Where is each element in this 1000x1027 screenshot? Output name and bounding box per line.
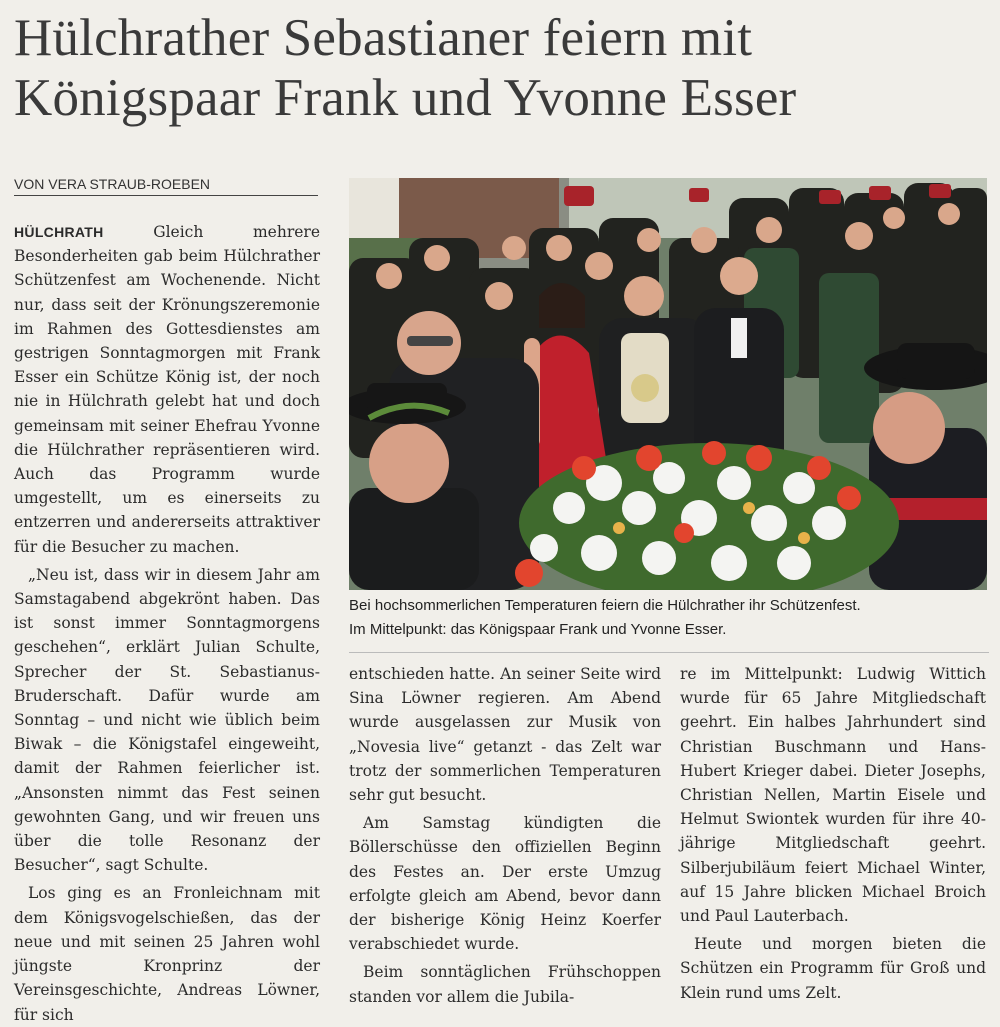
headline-line-1: Hülchrather Sebastianer feiern mit [14, 9, 753, 67]
paragraph-6: Beim sonntäglichen Frühschoppen standen vor allem die Jubila- [349, 963, 661, 1006]
article-column-1 [14, 220, 320, 1027]
byline: VON VERA STRAUB-ROEBEN [14, 176, 318, 196]
headline-line-2: Königspaar Frank und Yvonne Esser [14, 69, 797, 127]
article-column-3 [680, 662, 986, 1005]
paragraph-8: Heute und morgen bieten die Schützen ein Programm für Groß und Klein rund ums Zelt. [680, 935, 986, 1002]
headline [14, 8, 990, 128]
article-photo [349, 178, 987, 590]
paragraph-1-text: Gleich mehrere Besonderheiten gab beim Hülchrather Schützenfest am Wochenende. Nicht nur, dass seit der Krönungszeremonie im Rahmen des Gottesdienstes am gestrigen Sonntagmorgen mit Frank Esser ein Schütze König ist, der noch nie in Hülchrath gelebt hat und doch gemeinsam mit seiner Ehefrau Yvonne die Hülchrather repräsentieren wird. Auch das Programm wurde umgestellt, um es einerseits zu entzerren und andererseits attraktiver für die Besucher zu machen. [14, 223, 320, 556]
paragraph-3: Los ging es an Fronleichnam mit dem Königsvogelschießen, das der neue und mit seinen 25 Jahren wohl jüngste Kronprinz der Vereinsgeschichte, Andreas Löwner, für sich [14, 884, 320, 1024]
photo-illustration [349, 178, 987, 590]
lead-place: HÜLCHRATH [14, 224, 104, 240]
paragraph-4: entschieden hatte. An seiner Seite wird Sina Löwner regieren. Am Abend wurde ausgelassen zur Musik von „Novesia live“ getanzt - das Zelt war trotz der sommerlichen Temperaturen sehr gut besucht. [349, 665, 661, 805]
paragraph-7: re im Mittelpunkt: Ludwig Wittich wurde für 65 Jahre Mitgliedschaft geehrt. Ein halbes Jahrhundert sind Christian Buschmann und Hans-Hubert Krieger dabei. Dieter Josephs, Christian Nellen, Martin Eisele und Helmut Swiontek wurden für ihre 40-jährige Mitgliedschaft geehrt. Silberjubiläum feiert Michael Winter, auf 15 Jahre blicken Michael Broich und Paul Lauterbach. [680, 665, 986, 926]
caption-divider [349, 652, 989, 653]
paragraph-5: Am Samstag kündigten die Böllerschüsse den offiziellen Beginn des Festes an. Der erste Umzug erfolgte gleich am Abend, bevor dann der bisherige König Heinz Koerfer verabschiedet wurde. [349, 814, 661, 954]
caption-line-2: Im Mittelpunkt: das Königspaar Frank und Yvonne Esser. [349, 621, 727, 638]
caption-line-1: Bei hochsommerlichen Temperaturen feiern die Hülchrather ihr Schützenfest. [349, 597, 861, 614]
article-column-2 [349, 662, 661, 1009]
paragraph-2: „Neu ist, dass wir in diesem Jahr am Samstagabend abgekrönt haben. Das ist sonst immer Sonntagmorgens geschehen“, erklärt Julian Schulte, Sprecher der St. Sebastianus-Bruderschaft. Dafür wurde am Sonntag – und nicht wie üblich beim Biwak – die Königstafel eingeweiht, damit der Rahmen feierlicher ist. „Ansonsten nimmt das Fest seinen gewohnten Gang, und wir freuen uns über die tolle Resonanz der Besucher“, sagt Schulte. [14, 565, 320, 875]
photo-caption [349, 594, 989, 642]
paragraph-1 [14, 220, 320, 559]
